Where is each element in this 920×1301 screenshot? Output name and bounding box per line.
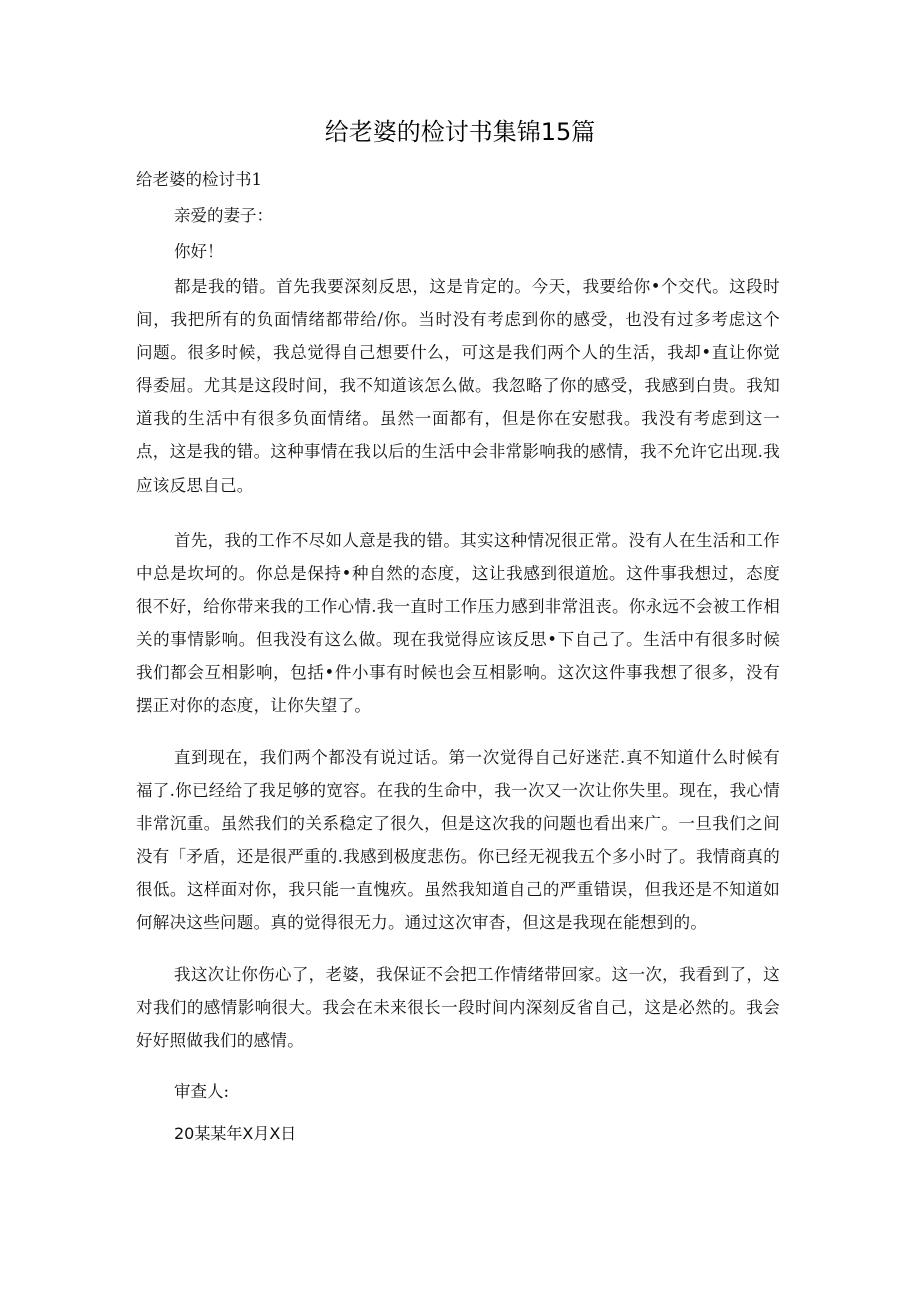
body-paragraph: 直到现在，我们两个都没有说过话。第一次觉得自己好迷茫.真不知道什么时候有福了.你已经给了我足够的宽容。在我的生命中，我一次又一次让你失里。现在，我心情非常沉重。虽然我们的关系稳定了很久，但是这次我的问题也看出来广。一旦我们之间没有「矛盾，还是很严重的.我感到极度悲伤。你已经无视我五个多小时了。我情商真的很低。这样面对你，我只能一直愧疚。虽然我知道自己的严重错误，但我还是不知道如何解决这些问题。真的觉得很无力。通过这次审杳，但这是我现在能想到的。 [136, 748, 780, 933]
body-paragraph: 我这次让你伤心了，老婆，我保证不会把工作情绪带回家。这一次，我看到了，这对我们的感情影响很大。我会在未来很长一段时间内深刻反省自己，这是必然的。我会好好照做我们的感情。 [136, 965, 780, 1051]
document-title: 给老婆的检讨书集锦15篇 [324, 118, 596, 146]
reviewer-label: 审查人: [174, 1082, 230, 1101]
body-paragraph: 首先，我的工作不尽如人意是我的错。其实这种情况很正常。没有人在生活和工作中总是坎坷的。你总是保持•种自然的态度，这让我感到很道尬。这件事我想过，态度很不好，给你带来我的工作心情.我一直时工作压力感到非常沮丧。你永远不会被工作相关的事情影响。但我没有这么做。现在我觉得应该反思•下自己了。生活中有很多时候我们都会互相影响，包括•件小事有时候也会互相影响。这次这件事我想了很多，没有摆正对你的态度，让你失望了。 [136, 531, 780, 716]
section-heading: 给老婆的检讨书1 [136, 170, 262, 189]
date-line: 20某某年X月X日 [174, 1124, 297, 1143]
salutation: 亲爱的妻子： [174, 206, 273, 225]
greeting: 你好！ [174, 242, 224, 261]
body-paragraph: 都是我的错。首先我要深刻反思，这是肯定的。今天，我要给你•个交代。这段时间，我把所有的负面情绪都带给/你。当时没有考虑到你的感受，也没有过多考虑这个问题。很多时候，我总觉得自己想要什么，可这是我们两个人的生活，我却•直让你觉得委屈。尤其是这段时间，我不知道该怎么做。我忽略了你的感受，我感到白贵。我知道我的生活中有很多负面情绪。虽然一面都有，但是你在安慰我。我没有考虑到这一点，这是我的错。这种事情在我以后的生活中会非常影响我的感情，我不允许它出现.我应该反思自己。 [136, 277, 780, 495]
